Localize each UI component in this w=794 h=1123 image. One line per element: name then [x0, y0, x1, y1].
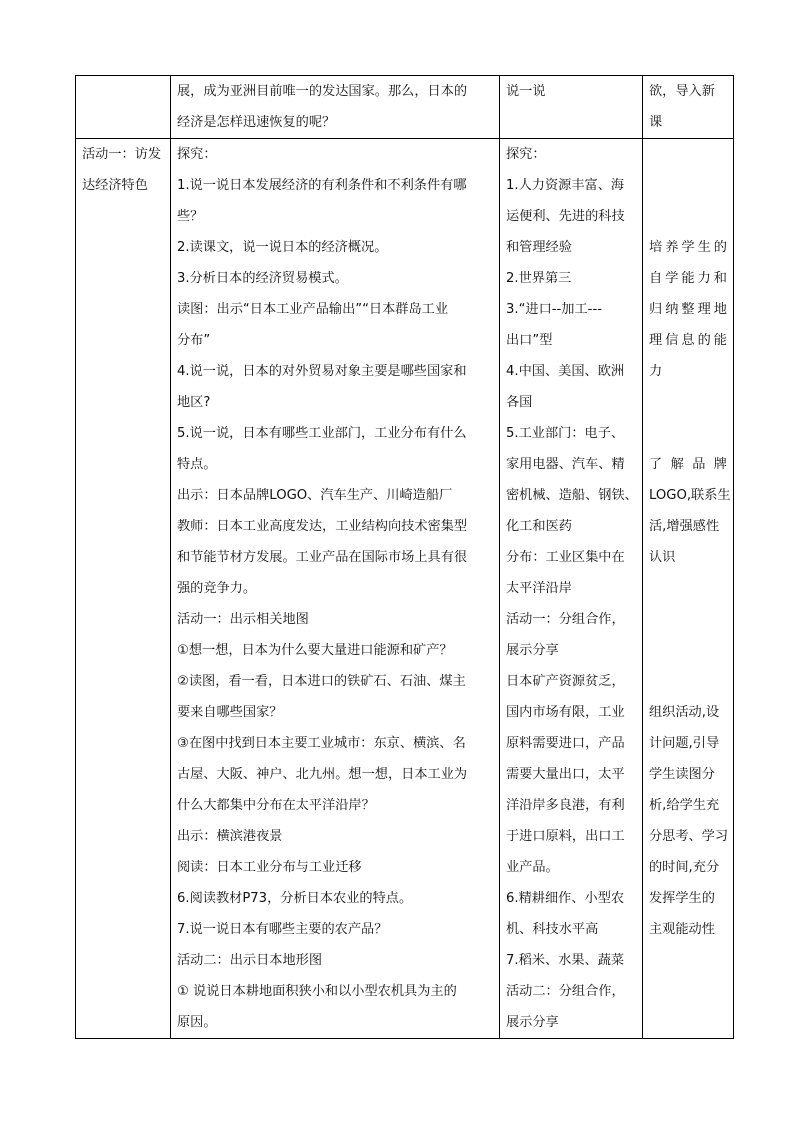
- text-line: 分布：工业区集中在: [506, 550, 625, 565]
- text-line: 7.说一说日本有哪些主要的农产品？: [177, 922, 388, 937]
- text-line: 归纳整理地: [649, 302, 727, 317]
- text-line: 7.稻米、水果、蔬菜: [506, 953, 625, 968]
- text-line: ①想一想，日本为什么要大量进口能源和矿产？: [177, 643, 453, 658]
- text-line: 化工和医药: [506, 519, 572, 534]
- text-line: 1.说一说日本发展经济的有利条件和不利条件有哪: [177, 178, 467, 193]
- text-line: 析,给学生充: [649, 798, 720, 813]
- text-line: 运便利、先进的科技: [506, 209, 625, 224]
- text-line: 读图：出示“日本工业产品输出”“日本群岛工业: [177, 302, 449, 317]
- text-line: ③在图中找到日本主要工业城市：东京、横滨、名: [177, 736, 466, 751]
- text-line: 各国: [506, 395, 533, 410]
- table-row: [76, 139, 734, 1039]
- text-line: 发挥学生的: [649, 891, 715, 906]
- text-line: 些？: [177, 209, 204, 224]
- text-line: 3.“进口--加工---: [506, 302, 602, 317]
- text-line: 活动二：分组合作，: [506, 984, 625, 999]
- text-line: 课: [649, 115, 663, 130]
- text-line: 力: [649, 364, 663, 379]
- text-line: 需要大量出口，太平: [506, 767, 625, 782]
- text-line: 日本矿产资源贫乏，: [506, 674, 625, 689]
- text-line: 古屋、大阪、神户、北九州。想一想，日本工业为: [177, 767, 468, 782]
- text-line: 3.分析日本的经济贸易模式。: [177, 271, 348, 286]
- text-line: 出示：横滨港夜景: [177, 829, 283, 844]
- text-line: 分布”: [177, 333, 211, 348]
- student-activity-cell: [500, 76, 643, 139]
- text-line: 1.人力资源丰富、海: [506, 178, 625, 193]
- student-activity-cell: [500, 139, 643, 1039]
- text-line: 6.阅读教材P73，分析日本农业的特点。: [177, 891, 413, 906]
- text-line: 主观能动性: [649, 922, 715, 937]
- text-line: 太平洋沿岸: [506, 581, 572, 596]
- text-line: 5.工业部门：电子、: [506, 426, 625, 441]
- text-line: 了解品牌: [649, 457, 727, 472]
- text-line: 强的竞争力。: [177, 581, 257, 596]
- activity-label: 活动一：访发达经济特色: [82, 147, 162, 193]
- text-line: 活动二：出示日本地形图: [177, 953, 323, 968]
- text-line: 经济是怎样迅速恢复的呢？: [177, 115, 336, 130]
- text-line: 原料需要进口，产品: [506, 736, 625, 751]
- text-line: 家用电器、汽车、精: [506, 457, 625, 472]
- text-line: 欲，导入新: [649, 84, 715, 99]
- text-line: LOGO,联系生: [649, 488, 731, 503]
- text-line: 地区?: [177, 395, 211, 410]
- text-line: 说一说: [506, 84, 546, 99]
- text-line: 4.中国、美国、欧洲: [506, 364, 625, 379]
- text-line: 和节能节材方发展。工业产品在国际市场上具有很: [177, 550, 468, 565]
- text-line: 国内市场有限，工业: [506, 705, 625, 720]
- activity-cell-empty: [76, 76, 171, 139]
- text-line: 分思考、学习: [649, 829, 729, 844]
- text-line: 特点。: [177, 457, 217, 472]
- text-line: 学生读图分: [649, 767, 715, 782]
- text-line: 自学能力和: [649, 271, 727, 286]
- text-line: 组织活动,设: [649, 705, 720, 720]
- text-line: 机、科技水平高: [506, 922, 599, 937]
- text-line: 于进口原料，出口工: [506, 829, 625, 844]
- lesson-plan-table: [75, 75, 734, 1039]
- text-line: 探究：: [506, 147, 546, 162]
- text-line: 洋沿岸多良港，有利: [506, 798, 625, 813]
- text-line: ②读图，看一看，日本进口的铁矿石、石油、煤主: [177, 674, 466, 689]
- text-line: 展示分享: [506, 643, 559, 658]
- table-row: [76, 76, 734, 139]
- text-line: 活动一：分组合作，: [506, 612, 625, 627]
- text-line: 教师：日本工业高度发达，工业结构向技术密集型: [177, 519, 468, 534]
- text-line: 阅读：日本工业分布与工业迁移: [177, 860, 362, 875]
- text-line: 2.读课文，说一说日本的经济概况。: [177, 240, 388, 255]
- text-line: 原因。: [177, 1015, 217, 1030]
- text-line: 2.世界第三: [506, 271, 572, 286]
- text-line: 展，成为亚洲目前唯一的发达国家。那么，日本的: [177, 84, 468, 99]
- text-line: 出口”型: [506, 333, 553, 348]
- text-line: 认识: [649, 550, 676, 565]
- text-line: 计问题,引导: [649, 736, 720, 751]
- text-line: 要来自哪些国家？: [177, 705, 283, 720]
- text-line: 什么大都集中分布在太平洋沿岸？: [177, 798, 375, 813]
- text-line: 业产品。: [506, 860, 559, 875]
- text-line: 培养学生的: [649, 240, 727, 255]
- text-line: 5.说一说，日本有哪些工业部门，工业分布有什么: [177, 426, 467, 441]
- text-line: 展示分享: [506, 1015, 559, 1030]
- text-line: 和管理经验: [506, 240, 572, 255]
- activity-label-cell: [76, 139, 171, 1039]
- teacher-activity-cell: [171, 139, 500, 1039]
- text-line: 理信息的能: [649, 333, 727, 348]
- text-line: 活,增强感性: [649, 519, 720, 534]
- design-intent-cell: [643, 139, 734, 1039]
- text-line: 密机械、造船、钢铁、: [506, 488, 638, 503]
- text-line: 活动一：出示相关地图: [177, 612, 309, 627]
- text-line: 的时间,充分: [649, 860, 720, 875]
- text-line: 出示：日本品牌LOGO、汽车生产、川崎造船厂: [177, 488, 453, 503]
- text-line: 6.精耕细作、小型农: [506, 891, 625, 906]
- teacher-activity-cell: [171, 76, 500, 139]
- text-line: ① 说说日本耕地面积狭小和以小型农机具为主的: [177, 984, 457, 999]
- text-line: 探究：: [177, 147, 217, 162]
- design-intent-cell: [643, 76, 734, 139]
- text-line: 4.说一说，日本的对外贸易对象主要是哪些国家和: [177, 364, 467, 379]
